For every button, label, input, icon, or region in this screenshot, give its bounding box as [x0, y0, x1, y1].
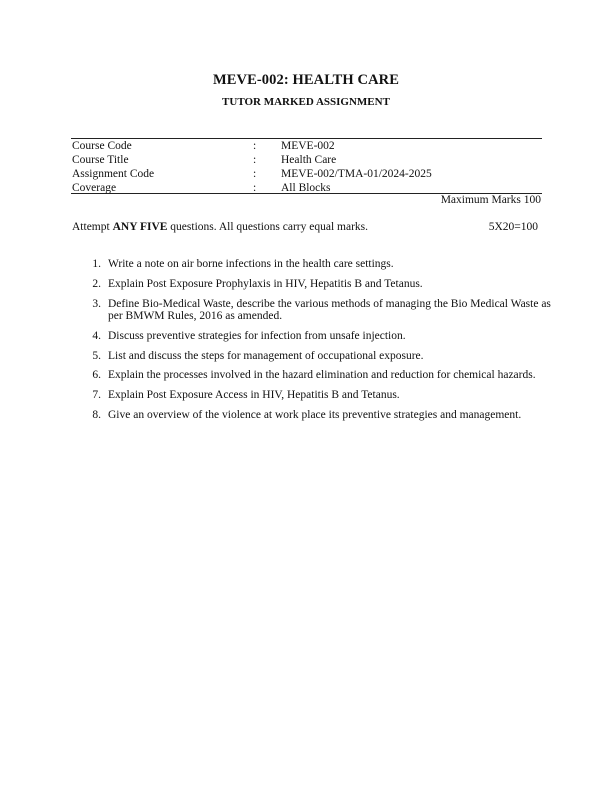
question-item — [72, 409, 552, 422]
question-number: 3. — [92, 297, 101, 310]
coverage-value: All Blocks — [281, 182, 331, 194]
question-number: 8. — [92, 409, 101, 422]
question-number: 7. — [92, 389, 101, 402]
question-item — [72, 389, 552, 402]
assignment-code-value: MEVE-002/TMA-01/2024-2025 — [281, 168, 432, 180]
question-number: 2. — [92, 277, 101, 290]
question-text: Explain Post Exposure Access in HIV, Hepatitis B and Tetanus. — [108, 389, 400, 402]
course-code-label: Course Code — [72, 140, 132, 152]
assignment-code-label: Assignment Code — [72, 168, 155, 180]
separator: : — [253, 168, 257, 180]
separator: : — [253, 154, 257, 166]
question-text: Explain Post Exposure Prophylaxis in HIV, Hepatitis B and Tetanus. — [108, 277, 423, 290]
question-text: Write a note on air borne infections in the health care settings. — [108, 258, 394, 270]
separator: : — [253, 140, 257, 152]
marks-formula: 5X20=100 — [488, 221, 538, 233]
course-title-label: Course Title — [72, 154, 129, 166]
instruction-suffix: questions. All questions carry equal marks. — [167, 221, 368, 233]
question-text: Define Bio-Medical Waste, describe the various methods of managing the Bio Medical Waste as per BMWM Rules, 2016 as amended. — [108, 297, 551, 323]
maximum-marks: Maximum Marks 100 — [440, 194, 541, 206]
question-text: Explain the processes involved in the hazard elimination and reduction for chemical hazards. — [108, 369, 536, 382]
coverage-label: Coverage — [72, 182, 117, 194]
course-code-value: MEVE-002 — [281, 140, 335, 152]
instruction-prefix: Attempt — [72, 221, 113, 233]
instruction-text — [72, 221, 368, 233]
question-number: 1. — [92, 258, 101, 270]
question-list — [72, 258, 552, 429]
question-text: List and discuss the steps for management of occupational exposure. — [108, 349, 424, 362]
instruction-emphasis: ANY FIVE — [112, 221, 168, 233]
question-text: Discuss preventive strategies for infection from unsafe injection. — [108, 329, 406, 342]
document-title: MEVE-002: HEALTH CARE — [212, 72, 400, 88]
question-item — [72, 369, 552, 382]
question-item — [72, 258, 552, 271]
question-item — [72, 278, 552, 291]
question-number: 5. — [92, 349, 101, 362]
document-subtitle: TUTOR MARKED ASSIGNMENT — [222, 96, 390, 108]
question-item — [72, 298, 552, 323]
question-item — [72, 350, 552, 363]
question-text: Give an overview of the violence at work place its preventive strategies and management. — [108, 409, 522, 422]
question-number: 4. — [92, 329, 101, 342]
question-item — [72, 330, 552, 343]
separator: : — [253, 182, 257, 194]
question-number: 6. — [92, 369, 101, 382]
course-title-value: Health Care — [281, 154, 337, 166]
